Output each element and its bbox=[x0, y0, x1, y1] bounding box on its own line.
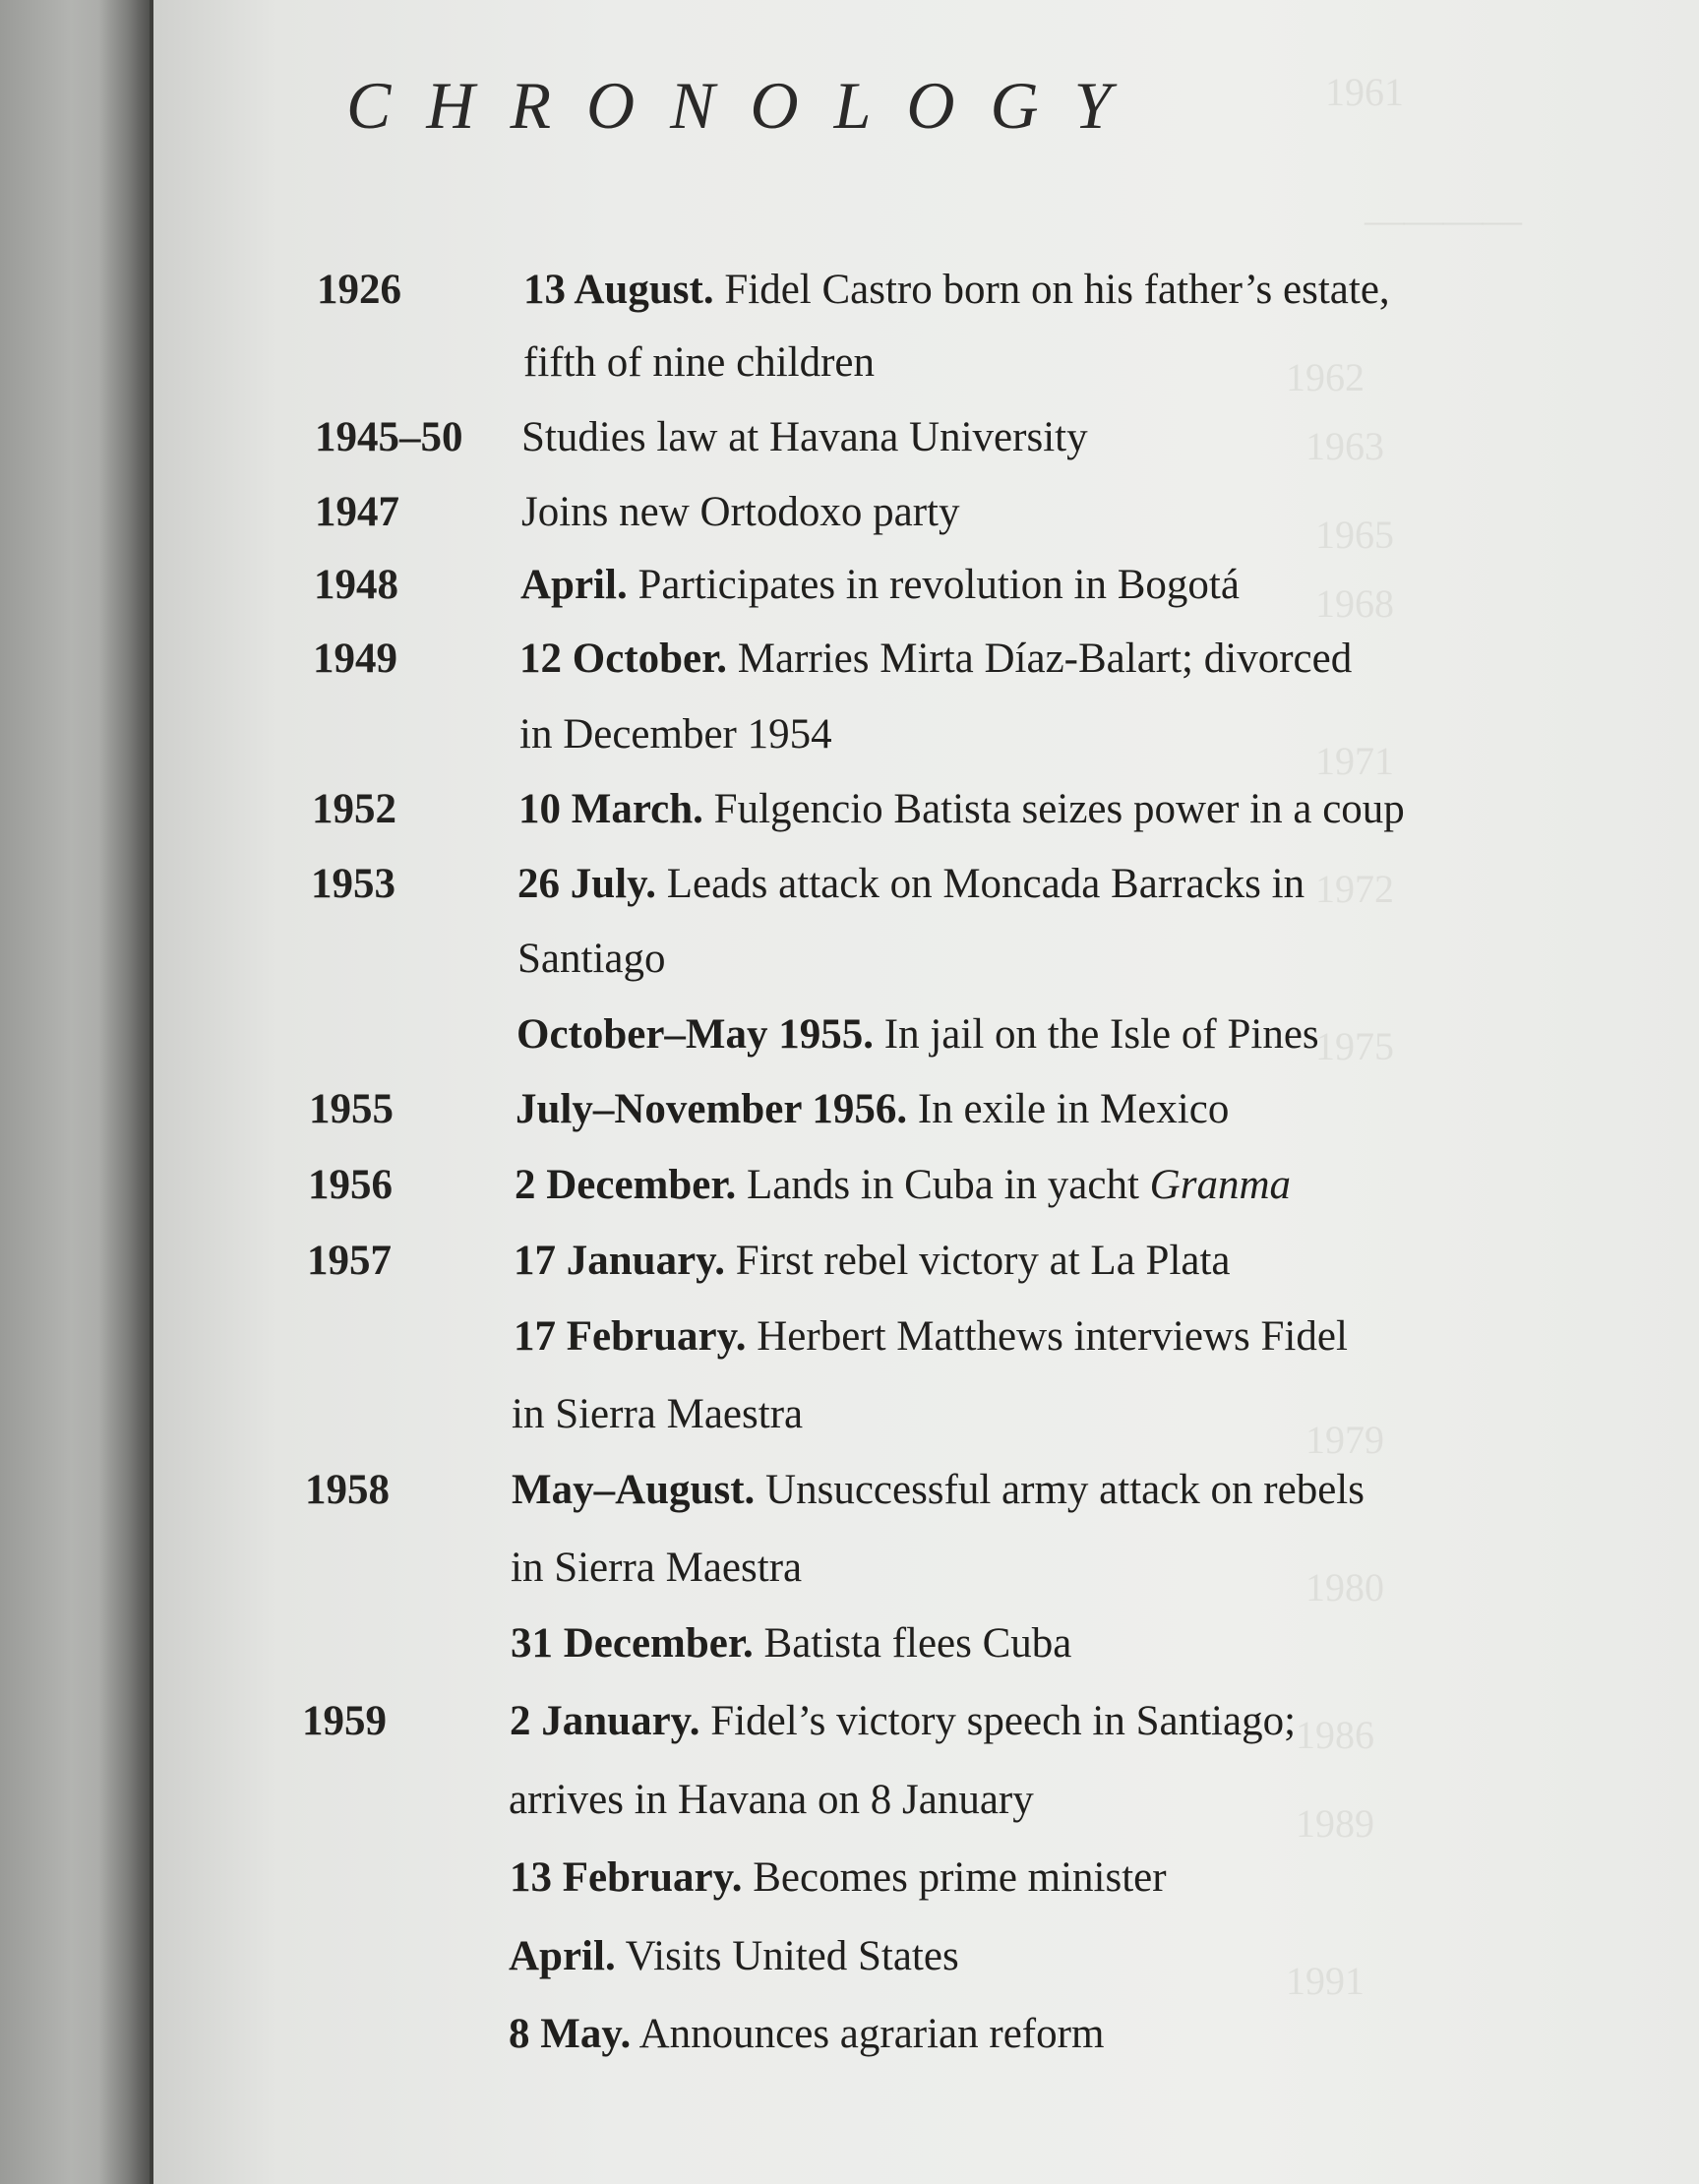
entry-continuation: in December 1954 bbox=[519, 711, 832, 758]
entry-description: In jail on the Isle of Pines bbox=[874, 1011, 1319, 1058]
entry-description: Announces agrarian reform bbox=[631, 2011, 1105, 2057]
entry-description: Lands in Cuba in yacht bbox=[736, 1162, 1150, 1208]
entry-description: Visits United States bbox=[615, 1933, 959, 1979]
entry-date: 2 January. bbox=[510, 1698, 700, 1744]
entry-description: Fidel’s victory speech in Santiago; bbox=[699, 1698, 1297, 1744]
entry-description: Fulgencio Batista seizes power in a coup bbox=[702, 786, 1405, 832]
entry-text bbox=[511, 1619, 1071, 1668]
entry-year: 1945–50 bbox=[315, 414, 463, 460]
entry-date: 13 February. bbox=[510, 1854, 743, 1901]
entry-text bbox=[514, 1312, 1348, 1362]
entry-date: 13 August. bbox=[523, 267, 714, 313]
entry-text bbox=[518, 785, 1405, 834]
show-through-text: 1961 ———— 1962 1963 1965 1968 1971 1972 1975 1979 1980 1986 1989 1991 bbox=[1286, 70, 1522, 2003]
entry-date: 17 February. bbox=[514, 1313, 747, 1360]
entry-date: October–May 1955. bbox=[516, 1011, 875, 1058]
entry-description: First rebel victory at La Plata bbox=[725, 1238, 1231, 1284]
entry-date: July–November 1956. bbox=[516, 1086, 908, 1132]
entry-description: Unsuccessful army attack on rebels bbox=[755, 1467, 1365, 1513]
entry-date: 26 July. bbox=[517, 861, 656, 907]
entry-description: Studies law at Havana University bbox=[521, 414, 1088, 460]
entry-continuation: in Sierra Maestra bbox=[511, 1545, 803, 1591]
entry-italic-text: Granma bbox=[1149, 1162, 1291, 1208]
entry-description: Fidel Castro born on his father’s estate, bbox=[713, 267, 1390, 313]
entry-description: Marries Mirta Díaz-Balart; divorced bbox=[727, 636, 1353, 682]
entry-continuation: arrives in Havana on 8 January bbox=[509, 1777, 1034, 1823]
entry-date: April. bbox=[509, 1933, 616, 1979]
entry-text bbox=[516, 1085, 1229, 1134]
entry-year: 1955 bbox=[309, 1086, 394, 1132]
entry-year: 1947 bbox=[315, 489, 399, 535]
entry-text bbox=[519, 635, 1352, 684]
entry-description: Becomes prime minister bbox=[742, 1854, 1167, 1901]
entry-text bbox=[517, 860, 1305, 909]
entry-year: 1958 bbox=[305, 1467, 390, 1513]
entry-description: Herbert Matthews interviews Fidel bbox=[746, 1313, 1348, 1360]
entry-description: Leads attack on Moncada Barracks in bbox=[656, 861, 1305, 907]
entry-date: 17 January. bbox=[514, 1238, 726, 1284]
entry-year: 1959 bbox=[302, 1698, 387, 1744]
entry-date: 12 October. bbox=[519, 636, 727, 682]
entry-date: April. bbox=[520, 562, 628, 608]
entry-date: 10 March. bbox=[518, 786, 703, 832]
entry-text bbox=[509, 2010, 1104, 2059]
entry-text bbox=[515, 1161, 1291, 1210]
entry-description: Batista flees Cuba bbox=[753, 1620, 1072, 1667]
entry-continuation: Santiago bbox=[517, 936, 666, 982]
page-title: CHRONOLOGY bbox=[346, 68, 1147, 143]
entry-continuation: fifth of nine children bbox=[523, 339, 876, 386]
entry-text bbox=[510, 1697, 1296, 1746]
entry-text bbox=[512, 1466, 1365, 1515]
entry-description: In exile in Mexico bbox=[907, 1086, 1230, 1132]
entry-text bbox=[516, 1010, 1319, 1060]
entry-description: Participates in revolution in Bogotá bbox=[627, 562, 1240, 608]
entry-year: 1949 bbox=[313, 636, 397, 682]
entry-year: 1926 bbox=[317, 267, 401, 313]
entry-date: 31 December. bbox=[511, 1620, 754, 1667]
entry-year: 1948 bbox=[314, 562, 398, 608]
entry-date: 2 December. bbox=[515, 1162, 737, 1208]
entry-text bbox=[523, 266, 1390, 315]
entry-text bbox=[514, 1237, 1231, 1286]
entry-year: 1956 bbox=[308, 1162, 393, 1208]
entry-continuation: in Sierra Maestra bbox=[512, 1391, 804, 1437]
entry-text bbox=[520, 561, 1240, 610]
entry-text bbox=[510, 1853, 1167, 1903]
entry-date: May–August. bbox=[512, 1467, 756, 1513]
entry-date: 8 May. bbox=[509, 2011, 632, 2057]
entry-text bbox=[509, 1932, 959, 1981]
entry-year: 1953 bbox=[311, 861, 395, 907]
entry-year: 1952 bbox=[312, 786, 396, 832]
entry-year: 1957 bbox=[307, 1238, 392, 1284]
entry-description: Joins new Ortodoxo party bbox=[521, 489, 960, 535]
